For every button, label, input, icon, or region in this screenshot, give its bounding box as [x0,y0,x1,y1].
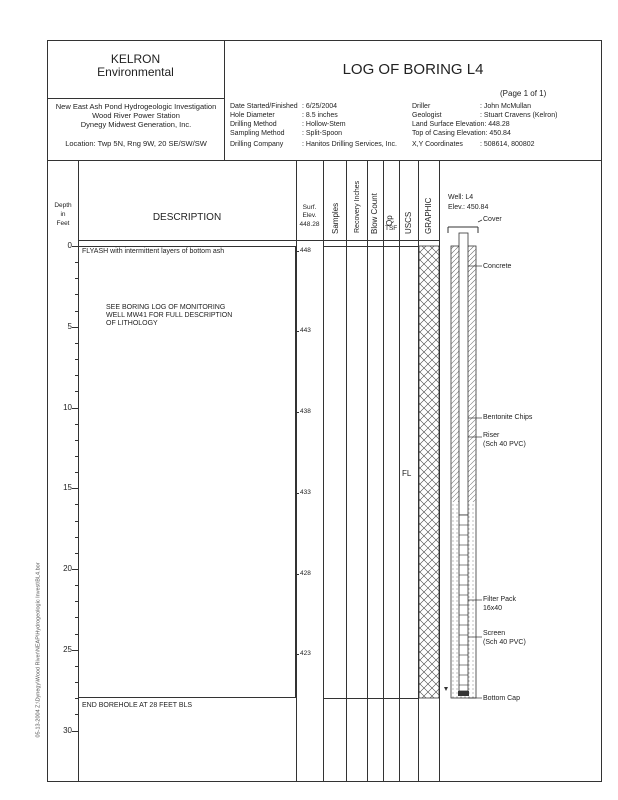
depth-tick-label: 20 [63,564,72,573]
depth-tick-label: 15 [63,483,72,493]
depth-tick-label: 30 [63,725,72,735]
elevation-tick-label: 428 [300,569,311,577]
detail-value: : 6/25/2004 [302,103,338,110]
surf-elev-header: Elev. [302,212,317,219]
lithology-note: OF LITHOLOGY [106,320,158,327]
concrete-label: Concrete [483,263,512,270]
detail-label: Drilling Company [230,141,284,148]
uscs-code: FL [402,469,412,478]
depth-tick-label: 25 [63,644,72,654]
detail-label: Geologist [412,112,442,119]
filter-pack-label: 16x40 [483,605,503,612]
depth-header: Feet [56,220,70,227]
well-name: Well: L4 [448,194,474,201]
page-number: (Page 1 of 1) [500,89,547,98]
lithology-note: WELL MW41 FOR FULL DESCRIPTION [106,312,233,319]
detail-label: Top of Casing Elevation: 450.84 [412,130,511,137]
tsf-header: TSF [385,225,398,232]
detail-value: : John McMullan [480,103,531,110]
project-station: Wood River Power Station [92,111,180,120]
company-subtitle: Environmental [97,65,174,79]
page-title: LOG OF BORING L4 [342,61,484,78]
detail-label: Sampling Method [230,130,285,137]
depth-header: in [60,211,66,218]
detail-value: : 508614, 800802 [480,141,535,148]
elevation-tick-label: 433 [300,488,311,496]
riser-label: (Sch 40 PVC) [483,441,526,448]
project-location: Location: Twp 5N, Rng 9W, 20 SE/SW/SW [65,139,207,148]
detail-label: Land Surface Elevation: 448.28 [412,121,510,128]
lithology-note: SEE BORING LOG OF MONITORING [106,304,226,311]
depth-header: Depth [54,202,72,209]
detail-value: : Hanitos Drilling Services, Inc. [302,141,397,148]
surf-elev-header: 448.28 [299,221,320,228]
detail-value: : 8.5 inches [302,112,338,119]
riser-label: Riser [483,432,500,439]
elevation-tick-label: 443 [300,327,311,335]
screen-label: Screen [483,630,506,637]
recovery-header: Recovery Inches [354,180,361,233]
detail-label: Hole Diameter [230,112,275,119]
detail-label: X,Y Coordinates [412,141,463,148]
samples-header: Samples [331,202,340,234]
well-elevation: Elev.: 450.84 [448,204,489,211]
screen-label: (Sch 40 PVC) [483,639,526,646]
graphic-header: GRAPHIC [424,197,433,234]
graphic-column-hatch [419,246,439,698]
detail-label: Driller [412,103,431,110]
layer-description: FLYASH with intermittent layers of bottom ash [82,248,225,255]
company-name: KELRON [110,52,161,66]
detail-value: : Split-Spoon [302,130,343,137]
file-path-stamp: 05-13-2004 Z:\Dynegy\Wood River\NEAP\Hydrogeologic Invest\BL4.bor [35,562,42,738]
detail-value: : Hollow-Stem [302,121,346,128]
cover-label: Cover [483,216,502,223]
riser-pipe [459,233,468,515]
project-name: New East Ash Pond Hydrogeologic Investigation [55,102,217,111]
depth-tick-label: 0 [67,241,72,250]
qp-header: Qp [385,215,394,226]
project-client: Dynegy Midwest Generation, Inc. [80,120,192,129]
elevation-tick-label: 423 [300,650,311,658]
screen-pipe [459,515,468,691]
blow-count-header: Blow Count [370,193,379,234]
detail-label: Date Started/Finished [230,103,298,110]
bottom-cap [458,691,469,696]
description-header: DESCRIPTION [152,212,222,223]
detail-label: Drilling Method [230,121,277,128]
filter-pack-label: Filter Pack [483,596,517,603]
surf-elev-header: Surf. [302,204,317,211]
elevation-tick-label: 448 [300,246,311,254]
elevation-tick-label: 438 [300,408,311,416]
depth-tick-label: 5 [67,321,72,331]
detail-value: : Stuart Cravens (Kelron) [480,112,558,119]
depth-tick-label: 10 [63,402,72,412]
end-borehole-note: END BOREHOLE AT 28 FEET BLS [82,702,193,709]
bottom-cap-label: Bottom Cap [483,695,520,702]
bentonite-label: Bentonite Chips [483,414,533,421]
uscs-header: USCS [404,211,413,234]
